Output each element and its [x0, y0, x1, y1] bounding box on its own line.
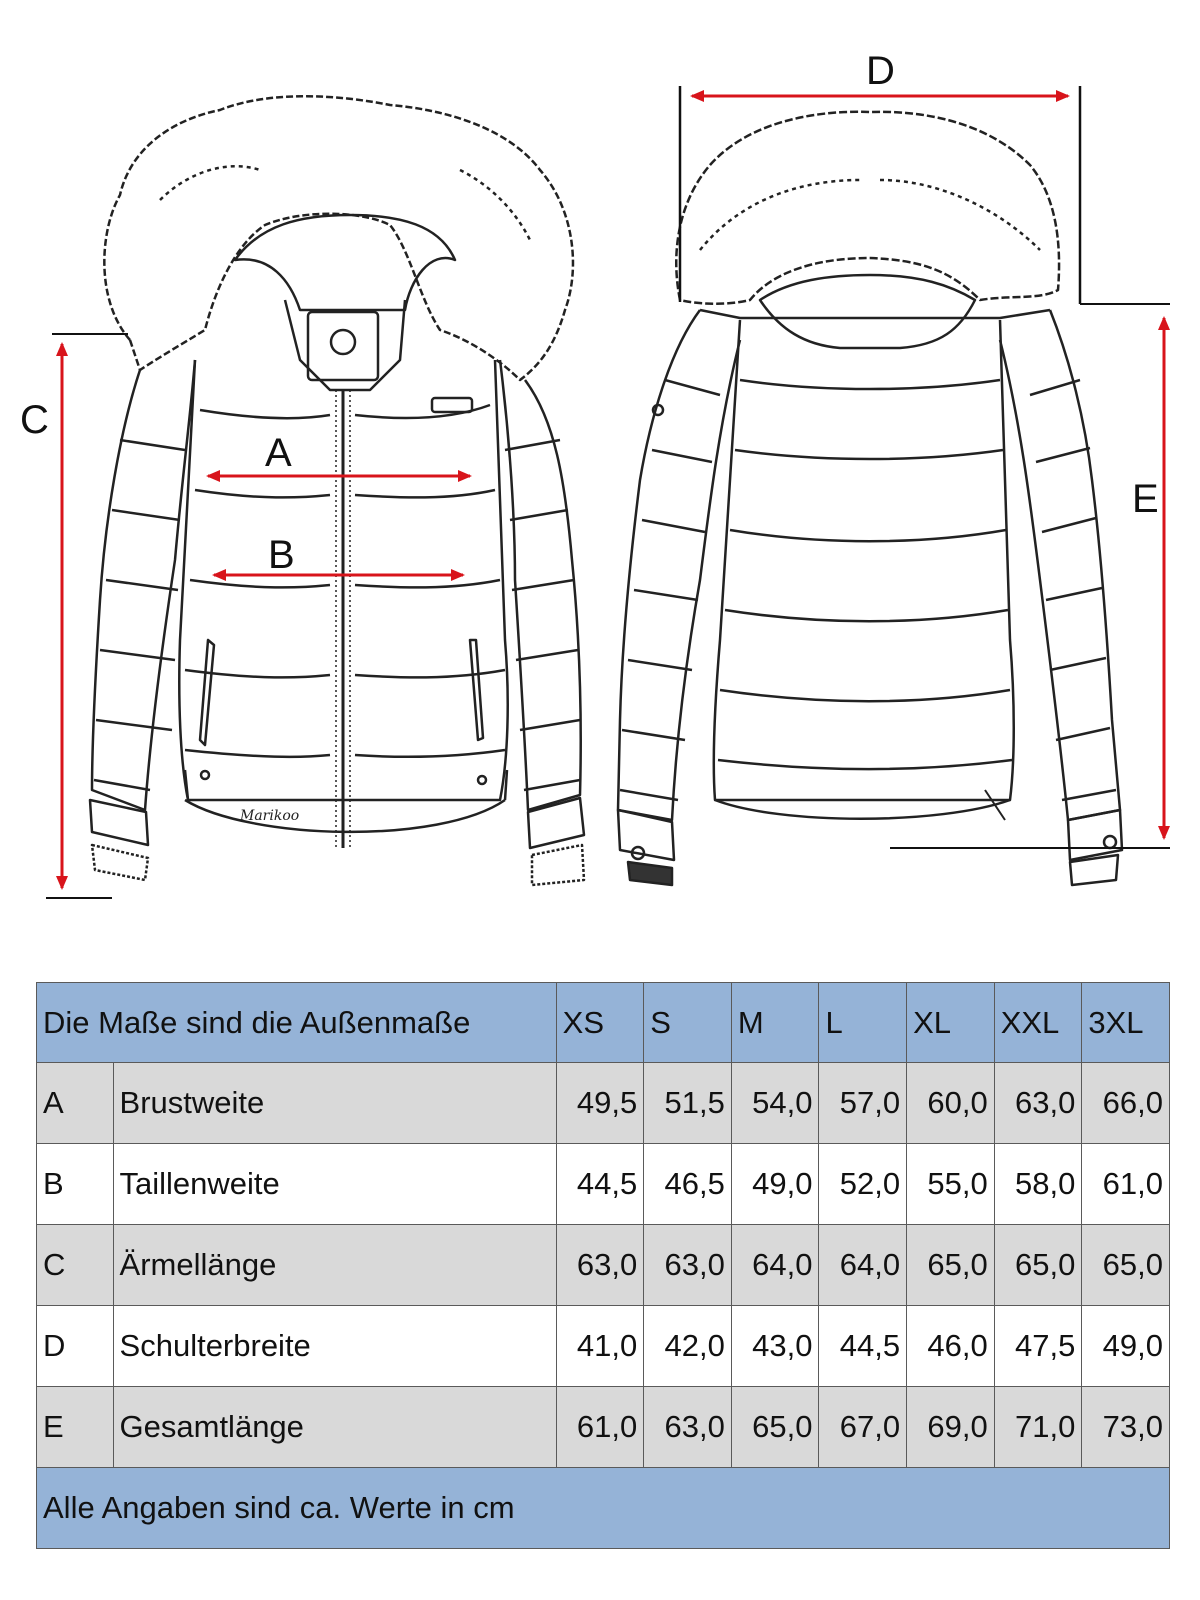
table-cell: 63,0	[556, 1225, 644, 1306]
label-c: C	[20, 398, 49, 442]
jacket-logo-text: Marikoo	[240, 808, 300, 824]
table-cell: 67,0	[819, 1387, 907, 1468]
row-code: D	[37, 1306, 114, 1387]
table-cell: 42,0	[644, 1306, 732, 1387]
table-cell: 49,5	[556, 1063, 644, 1144]
table-cell: 44,5	[819, 1306, 907, 1387]
size-header-l: L	[819, 983, 907, 1063]
table-cell: 64,0	[819, 1225, 907, 1306]
table-cell: 71,0	[994, 1387, 1082, 1468]
table-cell: 58,0	[994, 1144, 1082, 1225]
row-code: C	[37, 1225, 114, 1306]
table-cell: 63,0	[644, 1225, 732, 1306]
jacket-back-drawing	[618, 112, 1122, 885]
label-e: E	[1132, 477, 1159, 521]
size-chart-table	[36, 982, 1170, 1549]
jacket-front-drawing	[90, 96, 584, 885]
size-header-xxl: XXL	[994, 983, 1082, 1063]
table-row-b	[37, 1144, 1170, 1225]
table-row-e	[37, 1387, 1170, 1468]
table-cell: 49,0	[1082, 1306, 1170, 1387]
table-cell: 46,5	[644, 1144, 732, 1225]
table-row-c	[37, 1225, 1170, 1306]
table-footer-row	[37, 1468, 1170, 1549]
table-footer-note: Alle Angaben sind ca. Werte in cm	[37, 1468, 1170, 1549]
table-cell: 65,0	[907, 1225, 995, 1306]
size-header-m: M	[731, 983, 819, 1063]
table-cell: 64,0	[731, 1225, 819, 1306]
table-cell: 73,0	[1082, 1387, 1170, 1468]
table-row-a	[37, 1063, 1170, 1144]
size-header-row	[37, 983, 1170, 1063]
row-code: E	[37, 1387, 114, 1468]
table-cell: 65,0	[994, 1225, 1082, 1306]
row-name: Brustweite	[113, 1063, 556, 1144]
table-cell: 47,5	[994, 1306, 1082, 1387]
row-name: Taillenweite	[113, 1144, 556, 1225]
table-cell: 41,0	[556, 1306, 644, 1387]
table-cell: 63,0	[644, 1387, 732, 1468]
table-cell: 52,0	[819, 1144, 907, 1225]
table-header-title: Die Maße sind die Außenmaße	[37, 983, 557, 1063]
table-cell: 44,5	[556, 1144, 644, 1225]
size-header-s: S	[644, 983, 732, 1063]
table-cell: 49,0	[731, 1144, 819, 1225]
table-cell: 65,0	[731, 1387, 819, 1468]
label-d: D	[866, 49, 895, 93]
table-cell: 65,0	[1082, 1225, 1170, 1306]
table-cell: 55,0	[907, 1144, 995, 1225]
table-cell: 57,0	[819, 1063, 907, 1144]
row-name: Ärmellänge	[113, 1225, 556, 1306]
row-code: B	[37, 1144, 114, 1225]
table-cell: 61,0	[1082, 1144, 1170, 1225]
table-cell: 43,0	[731, 1306, 819, 1387]
table-cell: 63,0	[994, 1063, 1082, 1144]
row-code: A	[37, 1063, 114, 1144]
table-cell: 66,0	[1082, 1063, 1170, 1144]
table-cell: 54,0	[731, 1063, 819, 1144]
size-header-xs: XS	[556, 983, 644, 1063]
table-cell: 60,0	[907, 1063, 995, 1144]
row-name: Gesamtlänge	[113, 1387, 556, 1468]
label-a: A	[265, 431, 292, 475]
size-header-xl: XL	[907, 983, 995, 1063]
label-b: B	[268, 533, 295, 577]
table-cell: 51,5	[644, 1063, 732, 1144]
table-cell: 46,0	[907, 1306, 995, 1387]
size-header-3xl: 3XL	[1082, 983, 1170, 1063]
table-cell: 69,0	[907, 1387, 995, 1468]
row-name: Schulterbreite	[113, 1306, 556, 1387]
table-cell: 61,0	[556, 1387, 644, 1468]
table-row-d	[37, 1306, 1170, 1387]
